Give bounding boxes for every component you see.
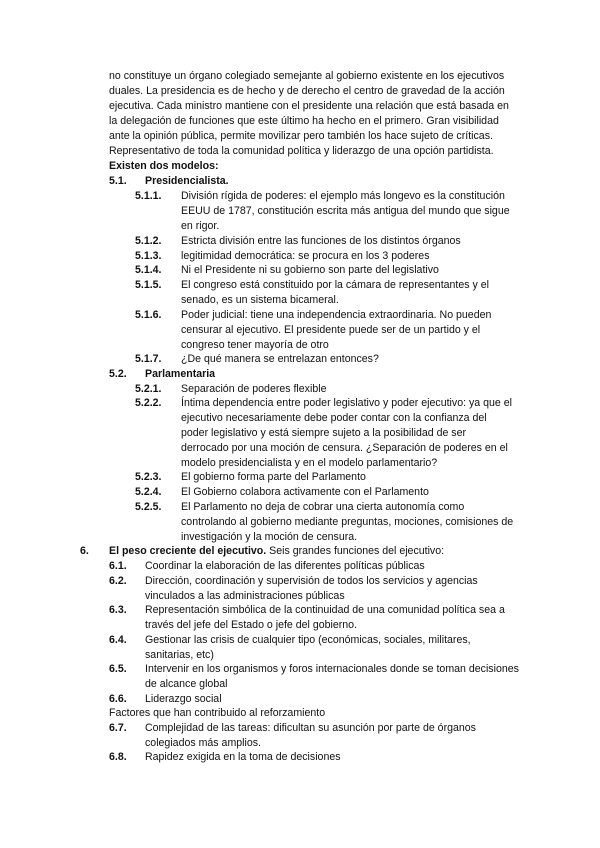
item-text: Complejidad de las tareas: dificultan su asunción por parte de órganos colegiados más amplios.	[145, 722, 476, 749]
item-number: 5.1.1.	[135, 190, 162, 202]
item-text: El Parlamento no deja de cobrar una cierta autonomía como controlando al gobierno mediante preguntas, mociones, comisiones de investigación y la moción de censura.	[181, 501, 514, 543]
list-item	[135, 189, 515, 234]
section-number: 5.1.	[109, 175, 127, 187]
item-text: Estricta división entre las funciones de los distintos órganos	[181, 235, 461, 247]
list-item	[135, 263, 515, 278]
item-text: legitimidad democrática: se procura en los 3 poderes	[181, 250, 430, 262]
item-number: 5.1.4.	[135, 264, 162, 276]
list-item	[109, 750, 519, 765]
list-item	[135, 308, 515, 353]
item-number: 5.1.7.	[135, 353, 162, 365]
list-item	[109, 662, 519, 692]
item-text: Liderazgo social	[145, 693, 222, 705]
list-item	[109, 721, 519, 751]
list-item	[135, 278, 515, 308]
section-title-rest: Seis grandes funciones del ejecutivo:	[266, 545, 445, 557]
item-number: 5.2.3.	[135, 471, 162, 483]
item-text: Representación simbólica de la continuidad de una comunidad política sea a través del jefe del Estado o jefe del gobierno.	[145, 604, 505, 631]
item-text: Rapidez exigida en la toma de decisiones	[145, 751, 341, 763]
item-number: 5.2.1.	[135, 383, 162, 395]
section-title: Parlamentaria	[145, 368, 216, 380]
section-title: Presidencialista.	[145, 175, 229, 187]
list-item	[135, 352, 515, 367]
section-heading	[109, 367, 509, 382]
section-heading	[80, 544, 520, 559]
item-text: Separación de poderes flexible	[181, 383, 327, 395]
list-item	[135, 249, 515, 264]
list-item	[135, 382, 515, 397]
item-number: 5.1.2.	[135, 235, 162, 247]
section-number: 5.2.	[109, 368, 127, 380]
item-number: 6.2.	[109, 575, 127, 587]
list-item	[135, 500, 515, 545]
item-number: 6.8.	[109, 751, 127, 763]
list-item	[135, 470, 515, 485]
list-item	[109, 692, 519, 707]
item-text: Coordinar la elaboración de las diferentes políticas públicas	[145, 560, 425, 572]
section-number: 6.	[80, 545, 89, 557]
item-number: 5.1.5.	[135, 279, 162, 291]
list-item	[109, 603, 519, 633]
list-item	[135, 234, 515, 249]
item-number: 6.3.	[109, 604, 127, 616]
item-text: El gobierno forma parte del Parlamento	[181, 471, 366, 483]
item-text: Poder judicial: tiene una independencia extraordinaria. No pueden censurar al ejecutivo. El presidente puede ser de un partido y el congreso tener mayoría de otro	[181, 309, 492, 351]
item-text: Ni el Presidente ni su gobierno son parte del legislativo	[181, 264, 439, 276]
item-text: El Gobierno colabora activamente con el Parlamento	[181, 486, 429, 498]
intro-text: no constituye un órgano colegiado semejante al gobierno existente en los ejecutivos duales. La presidencia es de hecho y de derecho el centro de gravedad de la acción ejecutiva. Cada ministro mantiene con el presidente una relación que está basada en la delegación de funciones que este último ha hecho en el primero. Gran visibilidad ante la opinión pública, permite movilizar pero también los hace sujeto de críticas.	[109, 70, 509, 142]
item-number: 6.6.	[109, 693, 127, 705]
section-title: El peso creciente del ejecutivo.	[109, 545, 267, 557]
item-text: División rígida de poderes: el ejemplo más longevo es la constitución EEUU de 1787, constitución escrita más antigua del mundo que sigue en rigor.	[181, 190, 510, 232]
list-item	[109, 574, 519, 604]
item-number: 6.7.	[109, 722, 127, 734]
item-number: 6.5.	[109, 663, 127, 675]
item-number: 6.1.	[109, 560, 127, 572]
list-item	[109, 633, 519, 663]
item-number: 5.1.6.	[135, 309, 162, 321]
factors-label: Factores que han contribuido al reforzamiento	[109, 707, 326, 719]
item-number: 5.2.2.	[135, 397, 162, 409]
item-text: Íntima dependencia entre poder legislativo y poder ejecutivo: ya que el ejecutivo necesariamente debe poder contar con la confianza del poder legislativo y está siempre sujeto a la posibilidad de ser derrocado por una moción de censura. ¿Separación de poderes en el modelo presidencialista y en el modelo parlamentario?	[181, 397, 512, 469]
item-text: Gestionar las crisis de cualquier tipo (económicas, sociales, militares, sanitarias, etc)	[145, 634, 471, 661]
item-number: 6.4.	[109, 634, 127, 646]
intro-text-2: Representativo de toda la comunidad política y liderazgo de una opción partidista.	[109, 144, 494, 157]
item-text: El congreso está constituido por la cámara de representantes y el senado, es un sistema bicameral.	[181, 279, 489, 306]
intro-paragraph	[109, 69, 519, 158]
item-number: 5.2.5.	[135, 501, 162, 513]
list-item	[109, 559, 519, 574]
list-item	[135, 485, 515, 500]
item-text: Intervenir en los organismos y foros internacionales donde se toman decisiones de alcance global	[145, 663, 519, 690]
section-heading	[109, 174, 509, 189]
models-heading: Existen dos modelos:	[109, 160, 219, 172]
item-number: 5.1.3.	[135, 250, 162, 262]
item-number: 5.2.4.	[135, 486, 162, 498]
list-item	[135, 396, 515, 471]
item-text: ¿De qué manera se entrelazan entonces?	[181, 353, 379, 365]
item-text: Dirección, coordinación y supervisión de todos los servicios y agencias vinculados a las administraciones públicas	[145, 575, 478, 602]
